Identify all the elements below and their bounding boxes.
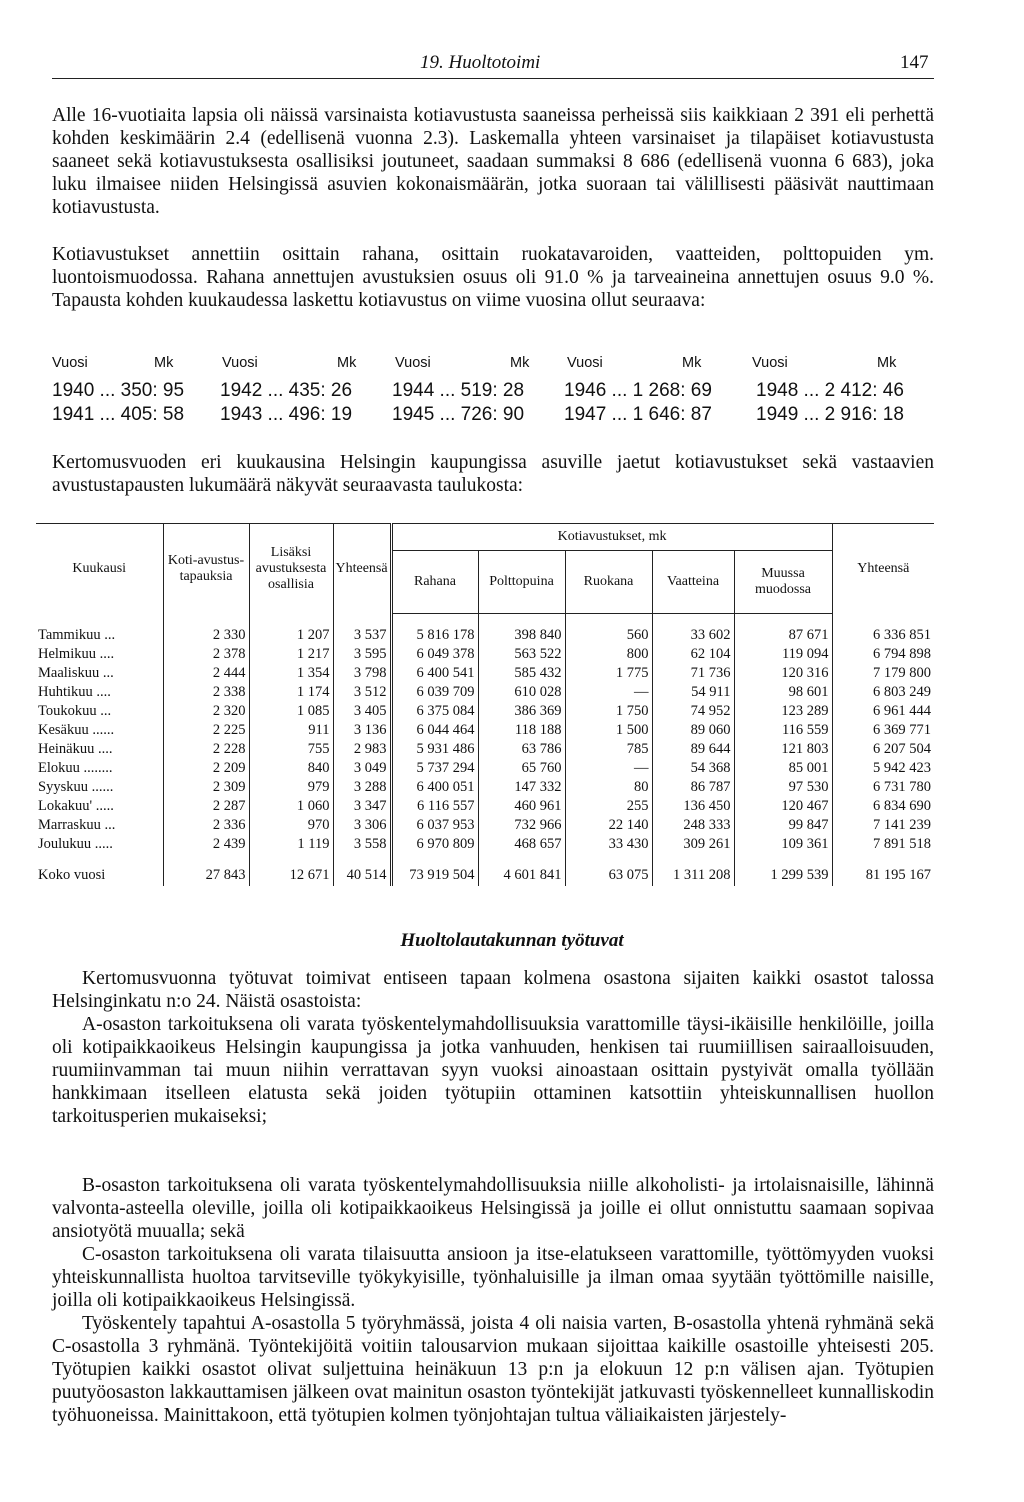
table-cell: 3 405 — [333, 702, 391, 721]
table-cell: 74 952 — [652, 702, 734, 721]
row-label: Tammikuu ... — [38, 627, 116, 643]
table-cell: 6 834 690 — [832, 797, 934, 816]
row-label: Marraskuu ... — [38, 817, 116, 833]
table-cell: 785 — [565, 740, 652, 759]
row-label: Elokuu ........ — [38, 760, 113, 776]
table-cell: 911 — [249, 721, 333, 740]
table-cell: 27 843 — [163, 864, 249, 886]
table-cell: 120 316 — [734, 664, 832, 683]
table-cell: 6 794 898 — [832, 645, 934, 664]
section-heading: Huoltolautakunnan työtuvat — [400, 930, 624, 951]
table-cell: 1 060 — [249, 797, 333, 816]
col-header-ruokana: Ruokana — [565, 551, 652, 614]
table-cell: 6 803 249 — [832, 683, 934, 702]
table-cell: 33 430 — [565, 835, 652, 854]
table-cell: 610 028 — [478, 683, 565, 702]
table-row — [36, 664, 934, 683]
table-cell: 2 209 — [163, 759, 249, 778]
table-cell: — — [565, 759, 652, 778]
table-cell: 63 786 — [478, 740, 565, 759]
col-header-kuukausi: Kuukausi — [36, 524, 163, 614]
col-header-polttopuina: Polttopuina — [478, 551, 565, 614]
table-cell: 3 049 — [333, 759, 391, 778]
table-cell: 1 207 — [249, 626, 333, 645]
table-cell: 3 558 — [333, 835, 391, 854]
yearly-cell: 1947 ... 1 646: 87 — [564, 404, 712, 425]
table-cell: 116 559 — [734, 721, 832, 740]
col-header-tapauksia: Koti-avustus-tapauksia — [163, 524, 249, 614]
table-cell: 2 309 — [163, 778, 249, 797]
body-paragraph-5 — [52, 1312, 934, 1427]
yearly-header-mk: Mk — [510, 355, 530, 371]
table-cell: 2 330 — [163, 626, 249, 645]
col-header-muussa: Muussa muodossa — [734, 551, 832, 614]
table-cell: 6 731 780 — [832, 778, 934, 797]
table-cell: 73 919 504 — [391, 864, 478, 886]
table-cell: 81 195 167 — [832, 864, 934, 886]
body-paragraph-1 — [52, 967, 934, 1013]
table-spacer-row — [36, 854, 934, 864]
row-label: Huhtikuu .... — [38, 684, 111, 700]
table-cell: 1 217 — [249, 645, 333, 664]
table-cell: 54 911 — [652, 683, 734, 702]
table-cell: 970 — [249, 816, 333, 835]
table-cell: 7 891 518 — [832, 835, 934, 854]
table-row — [36, 626, 934, 645]
table-cell: 6 375 084 — [391, 702, 478, 721]
table-cell: 2 228 — [163, 740, 249, 759]
table-cell: 40 514 — [333, 864, 391, 886]
row-label: Koko vuosi — [38, 866, 106, 883]
table-cell: 12 671 — [249, 864, 333, 886]
table-cell: 121 803 — [734, 740, 832, 759]
table-cell: 386 369 — [478, 702, 565, 721]
row-label: Toukokuu ... — [38, 703, 112, 719]
row-label: Heinäkuu .... — [38, 741, 113, 757]
table-row — [36, 702, 934, 721]
table-cell: 6 970 809 — [391, 835, 478, 854]
col-header-yhteensa: Yhteensä — [333, 524, 391, 614]
table-row — [36, 721, 934, 740]
col-group-kotiavustukset: Kotiavustukset, mk — [391, 524, 832, 551]
monthly-assistance-table — [36, 523, 934, 886]
table-row — [36, 683, 934, 702]
table-cell: 3 136 — [333, 721, 391, 740]
table-cell: 123 289 — [734, 702, 832, 721]
yearly-header-vuosi: Vuosi — [222, 355, 258, 371]
table-cell: 120 467 — [734, 797, 832, 816]
table-cell: 3 288 — [333, 778, 391, 797]
table-cell: 7 179 800 — [832, 664, 934, 683]
table-cell: 71 736 — [652, 664, 734, 683]
table-cell: 1 500 — [565, 721, 652, 740]
table-cell: 6 039 709 — [391, 683, 478, 702]
table-cell: 62 104 — [652, 645, 734, 664]
table-cell: 755 — [249, 740, 333, 759]
page-number: 147 — [900, 52, 929, 73]
table-row — [36, 645, 934, 664]
table-cell: 109 361 — [734, 835, 832, 854]
row-label: Joulukuu ..... — [38, 836, 113, 852]
table-cell: 800 — [565, 645, 652, 664]
table-cell: 2 225 — [163, 721, 249, 740]
table-cell: 840 — [249, 759, 333, 778]
yearly-cell: 1941 ... 405: 58 — [52, 404, 185, 425]
table-cell: 563 522 — [478, 645, 565, 664]
yearly-header-mk: Mk — [682, 355, 702, 371]
yearly-cell: 1944 ... 519: 28 — [392, 380, 525, 401]
intro-paragraph-1: Alle 16-vuotiaita lapsia oli näissä varsinaista kotiavustusta saaneissa perheissä siis kaikkiaan 2 391 eli perhettä kohden keskimäärin 2.4 (edellisenä vuonna 2.3). Laskemalla yhteen varsinaiset ja tilapäiset kotiavustusta saaneet sekä kotiavustuksesta osallisiksi joutuneet, saadaan summaksi 8 686 (edellisenä vuonna 6 683), joka luku ilmaisee niiden Helsingissä asuvien kokonaismäärän, jotka suoraan tai välillisesti pääsivät nauttimaan kotiavustusta. — [52, 105, 934, 218]
row-label: Kesäkuu ...... — [38, 722, 115, 738]
table-cell: 4 601 841 — [478, 864, 565, 886]
table-cell: 2 378 — [163, 645, 249, 664]
yearly-header-vuosi: Vuosi — [752, 355, 788, 371]
body-paragraph-2-text: A-osaston tarkoituksena oli varata työskentelymahdollisuuksia varattomille täysi-ikäisille henkilöille, joilla oli kotipaikkaoikeus Helsingin kaupungissa ja jotka vanhuuden, henkisen tai ruumiillisen sairaalloisuuden, ruumiinvamman tai muun niihin verrattavan syyn vuoksi ainoastaan osittain pystyivät omalla työllään hankkimaan itselleen elatusta sekä joiden työtupiin ottaminen katsottiin yhteiskunnallisen huollon tarkoitusperien mukaiseksi; — [52, 1014, 934, 1127]
table-cell: 6 044 464 — [391, 721, 478, 740]
table-cell: 2 983 — [333, 740, 391, 759]
yearly-cell: 1943 ... 496: 19 — [220, 404, 353, 425]
yearly-cell: 1946 ... 1 268: 69 — [564, 380, 712, 401]
table-cell: 97 530 — [734, 778, 832, 797]
table-cell: 1 750 — [565, 702, 652, 721]
table-cell: 3 347 — [333, 797, 391, 816]
table-cell: 6 049 378 — [391, 645, 478, 664]
row-label: Maaliskuu ... — [38, 665, 114, 681]
table-cell: 2 287 — [163, 797, 249, 816]
yearly-cell: 1940 ... 350: 95 — [52, 380, 185, 401]
table-cell: 7 141 239 — [832, 816, 934, 835]
table-cell: 2 439 — [163, 835, 249, 854]
table-cell: 3 595 — [333, 645, 391, 664]
table-cell: 460 961 — [478, 797, 565, 816]
body-paragraph-5-text: Työskentely tapahtui A-osastolla 5 työryhmässä, joista 4 oli naisia varten, B-osastolla yhtenä ryhmänä sekä C-osastolla 3 ryhmänä. Työntekijöitä voitiin talousarvion mukaan sijoittaa kaikille osastoille yhteisesti 205. Työtupien kaikki osastot olivat suljettuina heinäkuun 13 p:n ja elokuun 12 p:n välisen ajan. Työtupien puutyöosaston lakkauttamisen jälkeen ovat mainitun osaston työntekijät jatkuvasti työskennelleet kunnalliskodin työhuoneissa. Mainittakoon, että työtupien kolmen työnjohtajan tultua väliaikaisten järjestely- — [52, 1313, 934, 1426]
table-cell: 732 966 — [478, 816, 565, 835]
table-cell: 1 299 539 — [734, 864, 832, 886]
table-cell: — — [565, 683, 652, 702]
running-header-title: 19. Huoltotoimi — [420, 52, 541, 73]
monthly-table-body — [36, 614, 934, 887]
yearly-header-vuosi: Vuosi — [395, 355, 431, 371]
table-cell: 309 261 — [652, 835, 734, 854]
table-cell: 6 369 771 — [832, 721, 934, 740]
table-row — [36, 797, 934, 816]
table-cell: 5 931 486 — [391, 740, 478, 759]
table-cell: 86 787 — [652, 778, 734, 797]
row-label: Helmikuu .... — [38, 646, 115, 662]
table-cell: 5 737 294 — [391, 759, 478, 778]
yearly-header-vuosi: Vuosi — [52, 355, 88, 371]
table-cell: 2 336 — [163, 816, 249, 835]
col-header-rahana: Rahana — [391, 551, 478, 614]
table-row — [36, 740, 934, 759]
body-paragraph-4-text: C-osaston tarkoituksena oli varata tilaisuutta ansioon ja itse-elatukseen varattomille, työttömyyden vuoksi yhteiskunnallista huoltoa tarvitseville työkykyisille, työnhaluisille ja ilman omaa syytään työttömille naisille, joilla oli kotipaikkaoikeus Helsingissä. — [52, 1244, 934, 1311]
table-cell: 118 188 — [478, 721, 565, 740]
body-paragraph-2 — [52, 1013, 934, 1128]
table-cell: 468 657 — [478, 835, 565, 854]
header-rule — [52, 78, 934, 79]
table-cell: 979 — [249, 778, 333, 797]
row-label: Syyskuu ...... — [38, 779, 114, 795]
table-cell: 1 174 — [249, 683, 333, 702]
table-cell: 85 001 — [734, 759, 832, 778]
table-cell: 89 060 — [652, 721, 734, 740]
table-cell: 1 119 — [249, 835, 333, 854]
table-cell: 119 094 — [734, 645, 832, 664]
table-cell: 136 450 — [652, 797, 734, 816]
table-cell: 3 537 — [333, 626, 391, 645]
table-cell: 1 775 — [565, 664, 652, 683]
yearly-header-mk: Mk — [154, 355, 174, 371]
table-cell: 87 671 — [734, 626, 832, 645]
table-cell: 3 798 — [333, 664, 391, 683]
body-paragraph-3 — [52, 1174, 934, 1243]
yearly-cell: 1945 ... 726: 90 — [392, 404, 525, 425]
table-cell: 6 207 504 — [832, 740, 934, 759]
table-cell: 5 816 178 — [391, 626, 478, 645]
body-paragraph-3-text: B-osaston tarkoituksena oli varata työskentelymahdollisuuksia niille alkoholisti- ja irtolaisnaisille, lähinnä valvonta-asteella oleville, joilla oli kotipaikkaoikeus Helsingissä ja joille ei ollut onnistuttu saamaan sopivaa ansiotyötä muualla; sekä — [52, 1175, 934, 1242]
table-cell: 398 840 — [478, 626, 565, 645]
table-cell: 147 332 — [478, 778, 565, 797]
table-cell: 80 — [565, 778, 652, 797]
table-intro-paragraph: Kertomusvuoden eri kuukausina Helsingin kaupungissa asuville jaetut kotiavustukset sekä vastaavien avustustapausten lukumäärä näkyvät seuraavasta taulukosta: — [52, 452, 934, 496]
table-cell: 99 847 — [734, 816, 832, 835]
yearly-cell: 1949 ... 2 916: 18 — [756, 404, 904, 425]
table-cell: 6 400 051 — [391, 778, 478, 797]
table-cell: 2 444 — [163, 664, 249, 683]
table-total-row — [36, 864, 934, 886]
table-cell: 6 400 541 — [391, 664, 478, 683]
intro-paragraph-2: Kotiavustukset annettiin osittain rahana, osittain ruokatavaroiden, vaatteiden, polttopuiden ym. luontoismuodossa. Rahana annettujen avustuksien osuus oli 91.0 % ja tarveaineina annettujen osuus 9.0 %. Tapausta kohden kuukaudessa laskettu kotiavustus on viime vuosina ollut seuraava: — [52, 244, 934, 311]
table-row — [36, 816, 934, 835]
col-header-lisaksi: Lisäksi avustuksesta osallisia — [249, 524, 333, 614]
yearly-cell: 1948 ... 2 412: 46 — [756, 380, 904, 401]
yearly-header-mk: Mk — [877, 355, 897, 371]
table-cell: 3 512 — [333, 683, 391, 702]
table-cell: 1 311 208 — [652, 864, 734, 886]
col-header-yhteensa-mk: Yhteensä — [832, 524, 934, 614]
table-cell: 54 368 — [652, 759, 734, 778]
table-cell: 6 961 444 — [832, 702, 934, 721]
table-cell: 6 116 557 — [391, 797, 478, 816]
yearly-header-mk: Mk — [337, 355, 357, 371]
table-cell: 63 075 — [565, 864, 652, 886]
row-label: Lokakuu' ..... — [38, 798, 114, 814]
table-cell: 2 338 — [163, 683, 249, 702]
body-paragraph-4 — [52, 1243, 934, 1312]
table-cell: 65 760 — [478, 759, 565, 778]
col-header-vaatteina: Vaatteina — [652, 551, 734, 614]
yearly-header-vuosi: Vuosi — [567, 355, 603, 371]
table-cell: 22 140 — [565, 816, 652, 835]
table-cell: 6 037 953 — [391, 816, 478, 835]
table-cell: 2 320 — [163, 702, 249, 721]
table-row — [36, 759, 934, 778]
table-cell: 560 — [565, 626, 652, 645]
yearly-cell: 1942 ... 435: 26 — [220, 380, 353, 401]
table-cell: 255 — [565, 797, 652, 816]
table-cell: 585 432 — [478, 664, 565, 683]
table-cell: 1 354 — [249, 664, 333, 683]
table-cell: 1 085 — [249, 702, 333, 721]
table-cell: 89 644 — [652, 740, 734, 759]
table-row — [36, 835, 934, 854]
table-cell: 33 602 — [652, 626, 734, 645]
table-cell: 248 333 — [652, 816, 734, 835]
table-row — [36, 778, 934, 797]
table-cell: 6 336 851 — [832, 626, 934, 645]
table-cell: 5 942 423 — [832, 759, 934, 778]
table-cell: 98 601 — [734, 683, 832, 702]
body-paragraph-1-text: Kertomusvuonna työtuvat toimivat entiseen tapaan kolmena osastona sijaiten kaikki osastot talossa Helsinginkatu n:o 24. Näistä osastoista: — [52, 968, 934, 1012]
table-cell: 3 306 — [333, 816, 391, 835]
